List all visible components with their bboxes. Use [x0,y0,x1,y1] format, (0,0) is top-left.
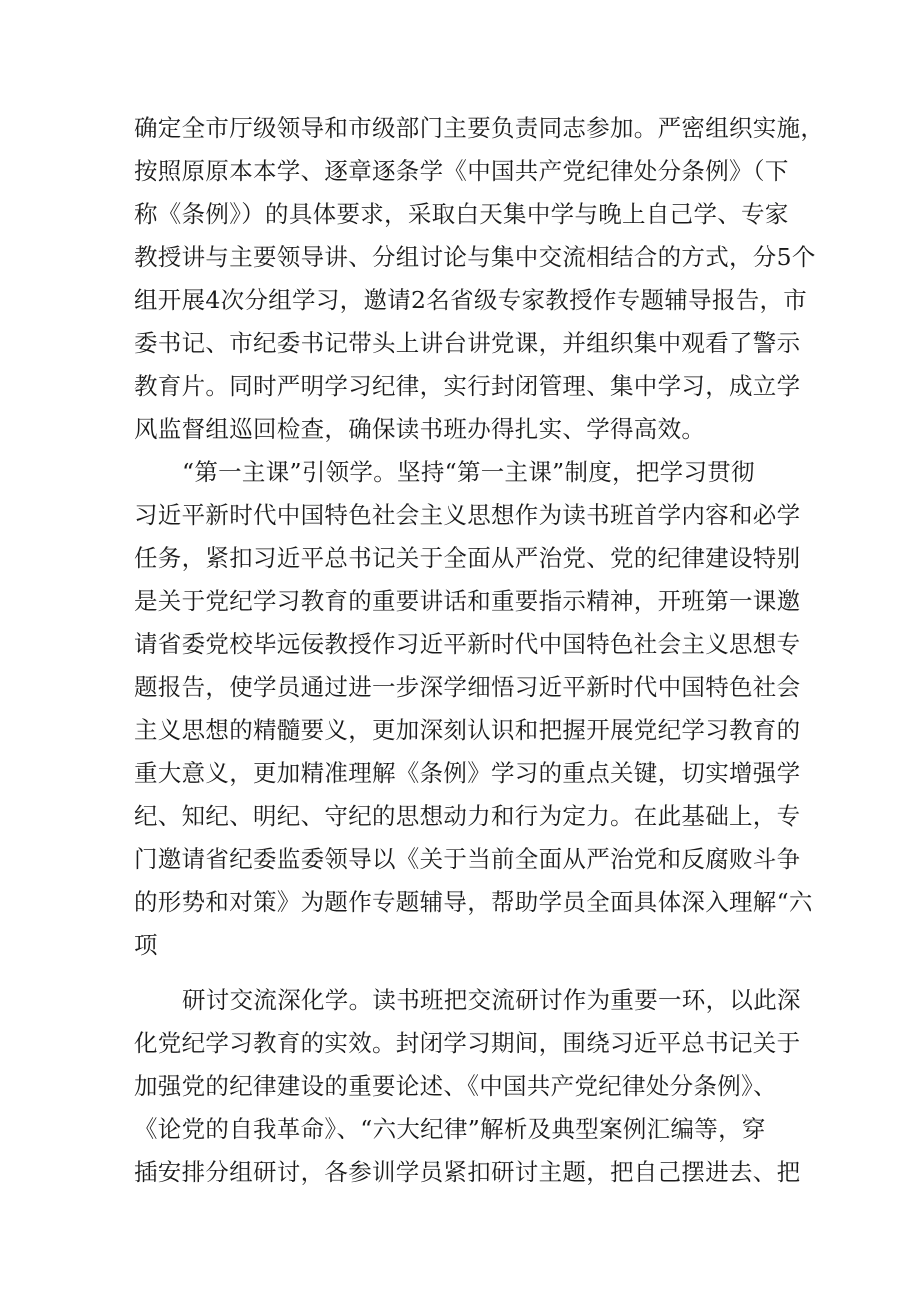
text-line: 的形势和对策》为题作专题辅导，帮助学员全面具体深入理解“六 [134,888,813,916]
text-line: 请省委党校毕远佞教授作习近平新时代中国特色社会主义思想专 [134,630,801,658]
text-line: 教授讲与主要领导讲、分组讨论与集中交流相结合的方式，分5个 [134,243,816,271]
text-line: 插安排分组研讨，各参训学员紧扣研讨主题，把自己摆进去、把 [134,1158,801,1186]
text-line: 风监督组巡回检查，确保读书班办得扎实、学得高效。 [134,415,706,443]
text-line: 主义思想的精髓要义，更加深刻认识和把握开展党纪学习教育的 [134,716,801,744]
text-line: 习近平新时代中国特色社会主义思想作为读书班首学内容和必学 [134,501,801,529]
text-line: 化党纪学习教育的实效。封闭学习期间，围绕习近平总书记关于 [134,1029,801,1057]
text-line: 纪、知纪、明纪、守纪的思想动力和行为定力。在此基础上，专 [134,802,801,830]
text-line: 组开展4次分组学习，邀请2名省级专家教授作专题辅导报告，市 [134,286,808,314]
text-line: 门邀请省纪委监委领导以《关于当前全面从严治党和反腐败斗争 [134,845,801,873]
text-line: 加强党的纪律建设的重要论述、《中国共产党纪律处分条例》、 [134,1072,777,1100]
text-line: 是关于党纪学习教育的重要讲话和重要指示精神，开班第一课邀 [134,587,801,615]
text-line: 教育片。同时严明学习纪律，实行封闭管理、集中学习，成立学 [134,372,801,400]
text-line: 《论党的自我革命》、“六大纪律”解析及典型案例汇编等，穿 [134,1115,766,1143]
text-line: 委书记、市纪委书记带头上讲台讲党课，并组织集中观看了警示 [134,329,801,357]
text-line: 按照原原本本学、逐章逐条学《中国共产党纪律处分条例》（下 [134,157,789,185]
text-line: 重大意义，更加精准理解《条例》学习的重点关键，切实增强学 [134,759,801,787]
text-line: 题报告，使学员通过进一步深学细悟习近平新时代中国特色社会 [134,673,801,701]
text-line: 项 [134,931,158,959]
text-line: 确定全市厅级领导和市级部门主要负责同志参加。严密组织实施， [134,114,825,142]
paragraph-heading-line: 研讨交流深化学。读书班把交流研讨作为重要一环，以此深 [182,986,801,1014]
paragraph-heading-line: “第一主课”引领学。坚持“第一主课”制度，把学习贯彻 [182,458,755,486]
text-line: 任务，紧扣习近平总书记关于全面从严治党、党的纪律建设特别 [134,544,801,572]
text-line: 称《条例》）的具体要求，采取白天集中学与晚上自己学、专家 [134,200,789,228]
